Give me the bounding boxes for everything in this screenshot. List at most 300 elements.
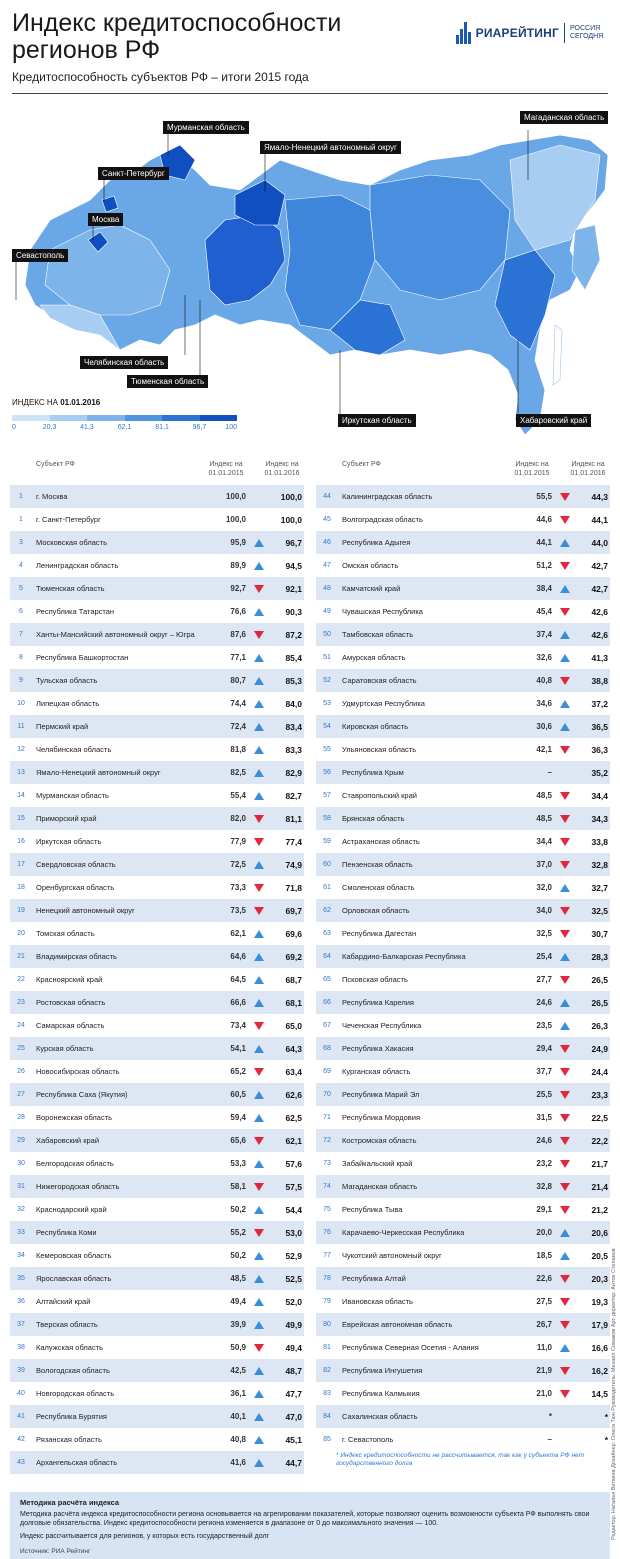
arrow-up-icon <box>254 654 264 662</box>
arrow-down-icon <box>254 907 264 915</box>
arrow-down-icon <box>254 1229 264 1237</box>
row-region-name: Республика Тыва <box>342 1205 403 1214</box>
arrow-up-icon <box>254 1252 264 1260</box>
arrow-down-icon <box>254 1137 264 1145</box>
arrow-down-icon <box>560 1367 570 1375</box>
row-rank: 54 <box>323 723 331 730</box>
arrow-down-icon <box>560 1137 570 1145</box>
row-region-name: Еврейская автономная область <box>342 1320 453 1329</box>
table-row <box>316 1198 610 1221</box>
arrow-up-icon <box>560 631 570 639</box>
arrow-down-icon <box>560 976 570 984</box>
row-index-2016: 69,7 <box>285 905 302 916</box>
arrow-down-icon <box>560 1114 570 1122</box>
logo <box>456 22 608 44</box>
row-region-name: Тульская область <box>36 676 98 685</box>
row-index-2016: 44,3 <box>591 491 608 502</box>
arrow-up-icon <box>254 769 264 777</box>
arrow-up-icon <box>560 585 570 593</box>
arrow-down-icon <box>560 1206 570 1214</box>
map-region-kamchatka <box>572 225 600 290</box>
arrow-up-icon <box>254 1045 264 1053</box>
row-index-2016: 19,3 <box>591 1296 608 1307</box>
row-rank: 16 <box>17 838 25 845</box>
arrow-up-icon <box>254 976 264 984</box>
no-change-icon <box>560 769 570 777</box>
arrow-up-icon <box>560 953 570 961</box>
arrow-down-icon <box>254 1068 264 1076</box>
row-index-2015: 38,4 <box>536 584 552 593</box>
table-row <box>10 1336 304 1359</box>
arrow-down-icon <box>560 792 570 800</box>
table-row <box>10 807 304 830</box>
arrow-down-icon <box>560 1367 570 1375</box>
arrow-up-icon <box>560 1252 570 1260</box>
header-index-2015: Индекс на 01.01.2015 <box>208 461 244 477</box>
row-region-name: Новосибирская область <box>36 1067 120 1076</box>
row-region-name: Республика Хакасия <box>342 1044 414 1053</box>
row-index-2016: 42,7 <box>591 560 608 571</box>
arrow-down-icon <box>560 677 570 685</box>
row-index-2016: 65,0 <box>285 1020 302 1031</box>
row-rank: 55 <box>323 746 331 753</box>
row-rank: 11 <box>17 723 25 730</box>
arrow-down-icon <box>560 1183 570 1191</box>
row-index-2015: 55,4 <box>230 791 246 800</box>
methodology-text: Методика расчёта индекса кредитоспособности региона основывается на агрегировании показателей, которые позволяют оценить возможности субъекта РФ выполнять свои долговые обязательства. Индекс кредитоспособности региона изменяется в диапазоне от 0 до максимального значения — 100. <box>20 1511 590 1527</box>
row-index-2015: 24,6 <box>536 1136 552 1145</box>
row-region-name: Кабардино-Балкарская Республика <box>342 952 466 961</box>
row-index-2015: 44,6 <box>536 515 552 524</box>
arrow-up-icon <box>560 723 570 731</box>
row-region-name: Приморский край <box>36 814 97 823</box>
row-index-2015: 72,4 <box>230 722 246 731</box>
row-rank: 81 <box>323 1344 331 1351</box>
row-rank: 27 <box>17 1091 25 1098</box>
row-region-name: Республика Татарстан <box>36 607 115 616</box>
arrow-up-icon <box>560 884 570 892</box>
table-row <box>316 1313 610 1336</box>
arrow-up-icon <box>254 1436 264 1444</box>
legend-tick: 0 <box>12 424 16 431</box>
row-rank: 51 <box>323 654 331 661</box>
row-rank: 19 <box>17 907 25 914</box>
row-index-2015: 82,0 <box>230 814 246 823</box>
legend-swatch-2 <box>50 415 88 421</box>
row-rank: 53 <box>323 700 331 707</box>
table-row <box>316 945 610 968</box>
row-region-name: Омская область <box>342 561 399 570</box>
arrow-up-icon <box>254 1298 264 1306</box>
table-row <box>316 1290 610 1313</box>
row-index-2016: 26,5 <box>591 974 608 985</box>
table-row <box>316 646 610 669</box>
row-region-name: Ярославская область <box>36 1274 112 1283</box>
row-rank: 75 <box>323 1206 331 1213</box>
row-rank: 78 <box>323 1275 331 1282</box>
arrow-down-icon <box>560 838 570 846</box>
row-region-name: Тверская область <box>36 1320 98 1329</box>
table-row <box>316 1359 610 1382</box>
header-index-2016: Индекс на 01.01.2016 <box>264 461 300 477</box>
row-index-2016: 42,6 <box>591 606 608 617</box>
row-rank: 14 <box>17 792 25 799</box>
row-index-2016: 20,3 <box>591 1273 608 1284</box>
arrow-up-icon <box>560 654 570 662</box>
legend-title: ИНДЕКС НА 01.01.2016 <box>12 398 101 407</box>
row-rank: 12 <box>17 746 25 753</box>
row-index-2015: 24,6 <box>536 998 552 1007</box>
arrow-down-icon <box>254 1344 264 1352</box>
row-index-2016: 44,0 <box>591 537 608 548</box>
arrow-up-icon <box>254 562 264 570</box>
row-index-2016: 42,6 <box>591 629 608 640</box>
callout-yamal: Ямало-Ненецкий автономный округ <box>260 141 401 154</box>
row-region-name: Республика Алтай <box>342 1274 406 1283</box>
row-region-name: Ульяновская область <box>342 745 417 754</box>
row-index-2016: 26,3 <box>591 1020 608 1031</box>
arrow-down-icon <box>560 907 570 915</box>
row-region-name: Пензенская область <box>342 860 413 869</box>
row-region-name: Республика Бурятия <box>36 1412 107 1421</box>
row-region-name: Республика Дагестан <box>342 929 417 938</box>
row-rank: 22 <box>17 976 25 983</box>
table-row <box>10 1359 304 1382</box>
row-index-2016: 54,4 <box>285 1204 302 1215</box>
row-rank: 80 <box>323 1321 331 1328</box>
table-row <box>10 784 304 807</box>
row-rank: 77 <box>323 1252 331 1259</box>
row-index-2016: 62,5 <box>285 1112 302 1123</box>
row-index-2015: 55,5 <box>536 492 552 501</box>
row-index-2015: 20,0 <box>536 1228 552 1237</box>
legend-swatch-1 <box>12 415 50 421</box>
arrow-up-icon <box>560 999 570 1007</box>
table-row <box>316 1129 610 1152</box>
row-index-2016: 44,1 <box>591 514 608 525</box>
callout-tyumen: Тюменская область <box>127 375 208 388</box>
row-rank: 57 <box>323 792 331 799</box>
table-row <box>10 1152 304 1175</box>
row-index-2015: 64,6 <box>230 952 246 961</box>
table-row <box>316 577 610 600</box>
row-rank: 43 <box>17 1459 25 1466</box>
row-rank: 67 <box>323 1022 331 1029</box>
row-index-2016: 83,3 <box>285 744 302 755</box>
arrow-up-icon <box>254 1091 264 1099</box>
arrow-down-icon <box>560 1275 570 1283</box>
arrow-down-icon <box>560 516 570 524</box>
table-row <box>10 1428 304 1451</box>
row-index-2015: 36,1 <box>230 1389 246 1398</box>
arrow-down-icon <box>254 1344 264 1352</box>
row-rank: 5 <box>19 585 23 592</box>
row-index-2016: 52,9 <box>285 1250 302 1261</box>
row-index-2016: 85,4 <box>285 652 302 663</box>
arrow-up-icon <box>254 930 264 938</box>
row-index-2015: 45,4 <box>536 607 552 616</box>
row-index-2016: 57,6 <box>285 1158 302 1169</box>
row-index-2016: 64,3 <box>285 1043 302 1054</box>
row-region-name: Новгородская область <box>36 1389 115 1398</box>
arrow-up-icon <box>254 608 264 616</box>
arrow-up-icon <box>254 976 264 984</box>
row-region-name: Саратовская область <box>342 676 417 685</box>
row-index-2015: 34,4 <box>536 837 552 846</box>
callout-murmansk: Мурманская область <box>163 121 249 134</box>
arrow-up-icon <box>254 746 264 754</box>
header <box>12 10 608 94</box>
table-row <box>10 715 304 738</box>
arrow-down-icon <box>560 493 570 501</box>
row-index-2015: 29,4 <box>536 1044 552 1053</box>
arrow-down-icon <box>560 1298 570 1306</box>
row-index-2016: 47,0 <box>285 1411 302 1422</box>
row-rank: 32 <box>17 1206 25 1213</box>
legend-tick: 41,3 <box>80 424 94 431</box>
table-row <box>10 1106 304 1129</box>
row-region-name: Республика Мордовия <box>342 1113 420 1122</box>
row-region-name: Республика Крым <box>342 768 404 777</box>
arrow-up-icon <box>254 1367 264 1375</box>
header-index-2016: Индекс на 01.01.2016 <box>570 461 606 477</box>
no-change-icon <box>254 516 264 524</box>
legend-swatch-3 <box>87 415 125 421</box>
row-rank: 49 <box>323 608 331 615</box>
row-region-name: Республика Карелия <box>342 998 414 1007</box>
row-rank: 15 <box>17 815 25 822</box>
row-index-2015: 48,5 <box>230 1274 246 1283</box>
table-row <box>10 1060 304 1083</box>
row-index-2016: 71,8 <box>285 882 302 893</box>
methodology-box <box>10 1492 610 1559</box>
row-rank: 30 <box>17 1160 25 1167</box>
row-region-name: Смоленская область <box>342 883 415 892</box>
row-index-2016: 26,5 <box>591 997 608 1008</box>
arrow-up-icon <box>254 700 264 708</box>
row-region-name: Московская область <box>36 538 107 547</box>
arrow-down-icon <box>254 838 264 846</box>
row-region-name: Ханты-Мансийский автономный округ – Югра <box>36 630 195 639</box>
row-rank: 36 <box>17 1298 25 1305</box>
row-index-2016: 96,7 <box>285 537 302 548</box>
row-index-2016: 24,4 <box>591 1066 608 1077</box>
arrow-up-icon <box>254 953 264 961</box>
logo-text: РИАРЕЙТИНГ <box>475 26 559 40</box>
row-rank: 37 <box>17 1321 25 1328</box>
row-index-2015: 48,5 <box>536 814 552 823</box>
row-rank: 74 <box>323 1183 331 1190</box>
table-header-right <box>316 455 610 485</box>
arrow-up-icon <box>254 1114 264 1122</box>
row-index-2015: 77,9 <box>230 837 246 846</box>
legend-swatch-5 <box>162 415 200 421</box>
row-index-2015: 44,1 <box>536 538 552 547</box>
row-region-name: Псковская область <box>342 975 408 984</box>
arrow-down-icon <box>254 1229 264 1237</box>
table-row <box>10 1451 304 1474</box>
row-region-name: Республика Северная Осетия - Алания <box>342 1343 479 1352</box>
row-index-2015: 34,6 <box>536 699 552 708</box>
arrow-down-icon <box>560 1160 570 1168</box>
row-index-2015: 89,9 <box>230 561 246 570</box>
row-index-2016: 30,7 <box>591 928 608 939</box>
arrow-up-icon <box>254 953 264 961</box>
callout-irkutsk: Иркутская область <box>338 414 416 427</box>
table-row <box>316 991 610 1014</box>
arrow-down-icon <box>560 1114 570 1122</box>
row-index-2016: 32,5 <box>591 905 608 916</box>
row-rank: 63 <box>323 930 331 937</box>
row-region-name: Архангельская область <box>36 1458 118 1467</box>
arrow-up-icon <box>560 700 570 708</box>
arrow-down-icon <box>560 1321 570 1329</box>
row-rank: 1 <box>19 516 23 523</box>
row-index-2016: 32,7 <box>591 882 608 893</box>
row-index-2016: 37,2 <box>591 698 608 709</box>
arrow-up-icon <box>254 746 264 754</box>
arrow-up-icon <box>254 1091 264 1099</box>
row-index-2015: 92,7 <box>230 584 246 593</box>
row-region-name: Алтайский край <box>36 1297 91 1306</box>
table-row <box>316 761 610 784</box>
arrow-up-icon <box>254 1045 264 1053</box>
row-index-2016: 77,4 <box>285 836 302 847</box>
arrow-up-icon <box>560 700 570 708</box>
table-row <box>316 554 610 577</box>
row-index-2016: 82,7 <box>285 790 302 801</box>
row-rank: 50 <box>323 631 331 638</box>
table-row <box>10 876 304 899</box>
arrow-down-icon <box>560 746 570 754</box>
arrow-up-icon <box>254 1206 264 1214</box>
row-index-2015: 37,0 <box>536 860 552 869</box>
row-rank: 72 <box>323 1137 331 1144</box>
arrow-down-icon <box>560 1298 570 1306</box>
table-row <box>316 807 610 830</box>
row-index-2015: 80,7 <box>230 676 246 685</box>
row-rank: 64 <box>323 953 331 960</box>
row-index-2016: 69,2 <box>285 951 302 962</box>
row-index-2015: 21,0 <box>536 1389 552 1398</box>
arrow-down-icon <box>254 585 264 593</box>
row-region-name: Ленинградская область <box>36 561 119 570</box>
arrow-down-icon <box>560 815 570 823</box>
row-index-2015: 34,0 <box>536 906 552 915</box>
table-row <box>10 692 304 715</box>
legend-swatch-4 <box>125 415 163 421</box>
table-row <box>10 1244 304 1267</box>
row-rank: 66 <box>323 999 331 1006</box>
arrow-down-icon <box>560 1068 570 1076</box>
row-index-2015: 37,7 <box>536 1067 552 1076</box>
callout-moscow: Москва <box>88 213 123 226</box>
arrow-down-icon <box>560 1275 570 1283</box>
row-rank: 65 <box>323 976 331 983</box>
page-subtitle: Кредитоспособность субъектов РФ – итоги 2015 года <box>12 70 309 84</box>
callout-khabarovsk: Хабаровский край <box>516 414 591 427</box>
row-index-2016: 32,8 <box>591 859 608 870</box>
table-row <box>10 485 304 508</box>
arrow-down-icon <box>560 1045 570 1053</box>
arrow-down-icon <box>560 608 570 616</box>
row-region-name: Республика Коми <box>36 1228 97 1237</box>
row-index-2016: 34,3 <box>591 813 608 824</box>
arrow-up-icon <box>560 585 570 593</box>
table-row <box>10 1221 304 1244</box>
row-rank: 62 <box>323 907 331 914</box>
arrow-up-icon <box>560 999 570 1007</box>
row-index-2015: 82,5 <box>230 768 246 777</box>
row-index-2016: 48,7 <box>285 1365 302 1376</box>
arrow-down-icon <box>560 1091 570 1099</box>
arrow-down-icon <box>560 792 570 800</box>
row-index-2015: 29,1 <box>536 1205 552 1214</box>
arrow-up-icon <box>254 723 264 731</box>
arrow-up-icon <box>560 1022 570 1030</box>
legend-tick: 62,1 <box>117 424 132 431</box>
arrow-up-icon <box>254 1206 264 1214</box>
row-index-2015: 87,6 <box>230 630 246 639</box>
row-index-2015: 23,5 <box>536 1021 552 1030</box>
row-index-2015: 22,6 <box>536 1274 552 1283</box>
row-index-2015: 30,6 <box>536 722 552 731</box>
row-index-2015: 32,5 <box>536 929 552 938</box>
row-rank: 85 <box>323 1436 331 1443</box>
row-index-2016: 41,3 <box>591 652 608 663</box>
logo-subtext: РОССИЯ СЕГОДНЯ <box>570 25 604 40</box>
row-region-name: Рязанская область <box>36 1435 102 1444</box>
table-row <box>316 922 610 945</box>
row-index-2015: 27,7 <box>536 975 552 984</box>
table-row <box>10 531 304 554</box>
row-rank: 47 <box>323 562 331 569</box>
arrow-down-icon <box>560 516 570 524</box>
arrow-down-icon <box>254 1022 264 1030</box>
row-rank: 31 <box>17 1183 25 1190</box>
row-region-name: Белгородская область <box>36 1159 114 1168</box>
arrow-down-icon <box>560 677 570 685</box>
table-row <box>316 1336 610 1359</box>
no-change-icon <box>560 1413 570 1421</box>
arrow-down-icon <box>560 976 570 984</box>
row-region-name: Свердловская область <box>36 860 116 869</box>
row-index-2015: 81,8 <box>230 745 246 754</box>
row-rank: 28 <box>17 1114 25 1121</box>
map-region-sakhalin <box>553 325 562 385</box>
row-index-2016: 49,4 <box>285 1342 302 1353</box>
row-index-2015: 42,1 <box>536 745 552 754</box>
legend-tick: 100 <box>225 424 237 431</box>
row-region-name: Курская область <box>36 1044 94 1053</box>
table-row <box>10 1129 304 1152</box>
legend-tick: 81,1 <box>155 424 169 431</box>
arrow-up-icon <box>254 1252 264 1260</box>
arrow-down-icon <box>560 1160 570 1168</box>
table-row <box>10 968 304 991</box>
row-rank: 82 <box>323 1367 331 1374</box>
row-rank: 40 <box>17 1390 25 1397</box>
table-row <box>10 853 304 876</box>
row-index-2016: 52,0 <box>285 1296 302 1307</box>
row-region-name: Чукотский автономный округ <box>342 1251 442 1260</box>
row-index-2016: 44,7 <box>285 1457 302 1468</box>
arrow-up-icon <box>254 1413 264 1421</box>
row-index-2016: 82,9 <box>285 767 302 778</box>
row-rank: 56 <box>323 769 331 776</box>
row-index-2016: 33,8 <box>591 836 608 847</box>
table-row <box>10 623 304 646</box>
